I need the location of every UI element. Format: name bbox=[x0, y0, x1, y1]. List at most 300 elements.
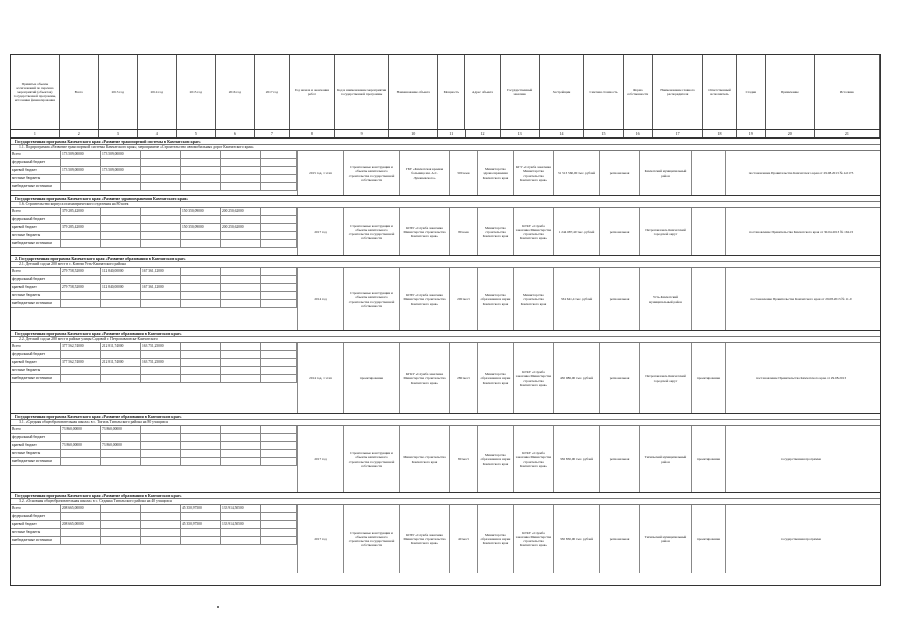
column-number: 18 bbox=[703, 130, 736, 137]
amount-cell bbox=[261, 450, 297, 457]
amount-cell bbox=[261, 300, 297, 307]
amount-cell bbox=[101, 375, 141, 382]
amount-cell bbox=[141, 151, 181, 158]
program-line: 2.2. Детский сад на 280 мест в районе улицы Садовой г. Петропавловска-Камчатского bbox=[11, 337, 880, 343]
amount-cell bbox=[141, 276, 181, 283]
column-number: 1 bbox=[11, 130, 60, 137]
amount-cell bbox=[101, 529, 141, 536]
detail-cell: региональная bbox=[599, 343, 639, 414]
detail-cell: Строительные конструкции и объекты капитального строительства государственной собственности bbox=[343, 426, 399, 493]
detail-cell: КГКУ «Служба заказчика Министерства строительства Камчатского края» bbox=[513, 343, 553, 414]
amount-cell bbox=[221, 167, 261, 174]
column-header: Наименование главного распорядителя bbox=[653, 55, 704, 129]
amount-cell bbox=[61, 450, 101, 457]
amount-cell: 173 509,00000 bbox=[61, 151, 101, 158]
amount-cell bbox=[221, 284, 261, 291]
amount-cell bbox=[141, 529, 181, 536]
detail-cell: государственная программа bbox=[725, 426, 876, 493]
amount-cell: 73 860,00000 bbox=[101, 442, 141, 449]
column-number: 5 bbox=[177, 130, 216, 137]
detail-cell: Строительные конструкции и объекты капитального строительства государственной собственности bbox=[343, 208, 399, 256]
detail-cell: региональная bbox=[599, 505, 639, 573]
detail-cell: 334 641,4 тыс. рублей bbox=[553, 268, 599, 331]
amount-cell bbox=[261, 224, 297, 231]
amount-cell bbox=[101, 521, 141, 528]
amount-cell bbox=[221, 458, 261, 465]
funding-source-label: федеральный бюджет bbox=[11, 434, 61, 441]
amount-cell bbox=[261, 529, 297, 536]
amount-cell bbox=[261, 167, 297, 174]
section-title: Государственная программа Камчатского края «Развитие образования в Камчатском крае» bbox=[11, 331, 880, 337]
program-section bbox=[11, 413, 880, 493]
amount-cell bbox=[181, 216, 221, 223]
document-table bbox=[10, 54, 881, 586]
column-number: 21 bbox=[815, 130, 880, 137]
amount-cell bbox=[221, 529, 261, 536]
amount-cell bbox=[141, 505, 181, 512]
detail-cell: Петропавловск-Камчатский городской округ bbox=[639, 343, 691, 414]
amount-cell bbox=[141, 375, 181, 382]
amount-cell bbox=[181, 529, 221, 536]
amount-cell bbox=[261, 367, 297, 374]
detail-cell: 2015 год, 1 этап bbox=[297, 151, 343, 196]
column-number: 19 bbox=[737, 130, 766, 137]
amount-cell bbox=[261, 513, 297, 520]
amount-cell bbox=[221, 159, 261, 166]
detail-cell: Усть-Камчатский муниципальный район bbox=[639, 268, 691, 331]
amount-cell: 45 350,97500 bbox=[181, 505, 221, 512]
program-line: 2.1. Детский сад на 200 мест в с. Ключи Усть-Камчатского района bbox=[11, 262, 880, 268]
table-row bbox=[11, 151, 297, 159]
amount-cell: 279 758,52000 bbox=[61, 284, 101, 291]
amount-cell: 150 350,09000 bbox=[181, 224, 221, 231]
column-header: Код и наименование мероприятия государственной программы bbox=[335, 55, 390, 129]
amount-cell bbox=[181, 300, 221, 307]
amount-cell: 163 751,25000 bbox=[141, 359, 181, 366]
column-header: Государственный заказчик bbox=[501, 55, 540, 129]
amount-cell bbox=[261, 276, 297, 283]
amount-cell bbox=[141, 208, 181, 215]
amount-cell bbox=[141, 300, 181, 307]
amount-cell bbox=[101, 232, 141, 239]
detail-cell: проектирование bbox=[343, 343, 399, 414]
detail-cell: региональная bbox=[599, 208, 639, 256]
amount-cell bbox=[61, 159, 101, 166]
funding-source-label: федеральный бюджет bbox=[11, 513, 61, 520]
amount-cell bbox=[101, 175, 141, 182]
amount-cell bbox=[141, 434, 181, 441]
amount-cell bbox=[181, 537, 221, 544]
funding-source-label: краевой бюджет bbox=[11, 359, 61, 366]
amount-cell bbox=[61, 434, 101, 441]
funding-source-label: федеральный бюджет bbox=[11, 159, 61, 166]
funding-source-label: краевой бюджет bbox=[11, 167, 61, 174]
detail-cell: КГБУ «Служба заказчика Министерства строительства Камчатского края» bbox=[399, 505, 449, 573]
amount-cell bbox=[221, 442, 261, 449]
amount-cell bbox=[141, 232, 181, 239]
amount-cell bbox=[101, 351, 141, 358]
amount-cell bbox=[221, 343, 261, 350]
table-row bbox=[11, 375, 297, 383]
program-section bbox=[11, 195, 880, 256]
amount-cell bbox=[181, 434, 221, 441]
amount-cell: 73 860,00000 bbox=[61, 442, 101, 449]
detail-cell: 2014 год, 1 этап bbox=[297, 343, 343, 414]
program-line: 3.1. «Средняя общеобразовательная школа» в с. Тигиль Тигильского района на 80 учащихся bbox=[11, 420, 880, 426]
section-title: Государственная программа Камчатского края «Развитие здравоохранения Камчатского края» bbox=[11, 196, 880, 202]
amount-cell bbox=[221, 513, 261, 520]
amount-cell bbox=[181, 183, 221, 190]
table-row bbox=[11, 434, 297, 442]
amount-cell: 212 811,74000 bbox=[101, 343, 141, 350]
amount-cell bbox=[261, 208, 297, 215]
funding-source-label: Всего bbox=[11, 426, 61, 433]
amount-cell bbox=[181, 513, 221, 520]
detail-cell: постановление Правительства Камчатского края от 29.08.2013 № 11-0 bbox=[725, 268, 876, 331]
amount-cell bbox=[221, 216, 261, 223]
amount-cell bbox=[141, 458, 181, 465]
amount-cell: 377 562,74000 bbox=[61, 359, 101, 366]
funding-source-label: внебюджетные источники bbox=[11, 300, 61, 307]
detail-cell: проектирование bbox=[691, 426, 725, 493]
table-row bbox=[11, 505, 297, 513]
amount-cell bbox=[181, 268, 221, 275]
funding-source-label: краевой бюджет bbox=[11, 284, 61, 291]
amount-cell bbox=[101, 505, 141, 512]
amount-cell bbox=[141, 351, 181, 358]
amount-cell bbox=[221, 351, 261, 358]
amount-cell bbox=[181, 442, 221, 449]
detail-cell: постановление Правительства Камчатского края от 30.04.2013 № 162-П bbox=[725, 208, 876, 256]
column-header: Наименование объекта bbox=[389, 55, 438, 129]
amount-cell bbox=[141, 175, 181, 182]
amount-cell bbox=[261, 521, 297, 528]
table-row bbox=[11, 276, 297, 284]
amount-cell: 279 758,52000 bbox=[61, 268, 101, 275]
detail-cell: КГКУ «Служба заказчика Министерства строительства Камчатского края» bbox=[513, 426, 553, 493]
amount-cell bbox=[141, 426, 181, 433]
column-header: 2016 год bbox=[216, 55, 255, 129]
column-header: Адрес объекта bbox=[465, 55, 500, 129]
amount-cell bbox=[261, 232, 297, 239]
amount-cell bbox=[141, 442, 181, 449]
amount-cell bbox=[141, 537, 181, 544]
detail-cell: Камчатский муниципальный район bbox=[639, 151, 691, 196]
program-section bbox=[11, 330, 880, 414]
amount-cell bbox=[61, 276, 101, 283]
amount-cell bbox=[101, 300, 141, 307]
amount-cell: 173 509,00000 bbox=[61, 167, 101, 174]
table-row bbox=[11, 359, 297, 367]
amount-cell: 133 914,50500 bbox=[221, 505, 261, 512]
amount-cell bbox=[141, 159, 181, 166]
table-row bbox=[11, 537, 297, 545]
detail-cell: ГБУ «Камчатская краевая больница им. А.С. Лукашевского» bbox=[399, 151, 449, 196]
page-mark bbox=[217, 606, 219, 608]
amount-cell bbox=[181, 426, 221, 433]
table-row bbox=[11, 458, 297, 466]
detail-cell: Тигильский муниципальный район bbox=[639, 505, 691, 573]
amount-cell bbox=[221, 300, 261, 307]
detail-cell: 80 мест bbox=[449, 426, 477, 493]
amount-cell bbox=[61, 351, 101, 358]
table-row bbox=[11, 240, 297, 248]
amount-cell bbox=[261, 151, 297, 158]
detail-cell: КГБУ «Служба заказчика Министерства строительства Камчатского края» bbox=[399, 268, 449, 331]
funding-source-label: краевой бюджет bbox=[11, 442, 61, 449]
amount-cell bbox=[181, 343, 221, 350]
column-header: Примечание bbox=[766, 55, 815, 129]
amount-cell bbox=[101, 216, 141, 223]
detail-cell: 2017 год bbox=[297, 426, 343, 493]
amount-cell bbox=[61, 232, 101, 239]
amount-cell bbox=[181, 292, 221, 299]
column-header: Форма собственности bbox=[624, 55, 653, 129]
funding-source-label: местные бюджеты bbox=[11, 292, 61, 299]
funding-source-label: внебюджетные источники bbox=[11, 537, 61, 544]
detail-cell: 31 513 560,00 тыс. рублей bbox=[553, 151, 599, 196]
column-header: 2015 год bbox=[177, 55, 216, 129]
column-number: 4 bbox=[138, 130, 177, 137]
amount-cell bbox=[221, 151, 261, 158]
detail-cell: Министерство образования и науки Камчатского края bbox=[477, 426, 513, 493]
detail-cell: региональная bbox=[599, 268, 639, 331]
amount-cell bbox=[181, 175, 221, 182]
amount-cell bbox=[141, 183, 181, 190]
funding-source-label: федеральный бюджет bbox=[11, 216, 61, 223]
amount-cell bbox=[261, 537, 297, 544]
funding-source-label: внебюджетные источники bbox=[11, 183, 61, 190]
detail-cell: 2017 год bbox=[297, 208, 343, 256]
amount-cell bbox=[141, 240, 181, 247]
detail-cell: региональная bbox=[599, 151, 639, 196]
column-number: 3 bbox=[99, 130, 138, 137]
detail-cell: Строительные конструкции и объекты капитального строительства государственной собственности bbox=[343, 151, 399, 196]
amount-cell bbox=[221, 175, 261, 182]
amount-cell bbox=[141, 224, 181, 231]
program-section bbox=[11, 255, 880, 331]
amount-cell bbox=[221, 450, 261, 457]
amount-cell: 163 751,25000 bbox=[141, 343, 181, 350]
amount-cell bbox=[101, 458, 141, 465]
detail-cell: Министерство здравоохранения Камчатского края bbox=[477, 151, 513, 196]
column-number: 11 bbox=[438, 130, 465, 137]
funding-source-label: Всего bbox=[11, 505, 61, 512]
amount-cell: 200 250,62000 bbox=[221, 208, 261, 215]
detail-cell: КГБУ «Служба заказчика Министерства строительства Камчатского края» bbox=[399, 208, 449, 256]
column-header: Год начала и окончания работ bbox=[290, 55, 335, 129]
section-title: 2. Государственная программа Камчатского края «Развитие образования в Камчатском крае» bbox=[11, 256, 880, 262]
amount-cell bbox=[221, 359, 261, 366]
table-row bbox=[11, 442, 297, 450]
detail-cell: 430 986,00 тыс. рублей bbox=[553, 343, 599, 414]
section-title: Государственная программа Камчатского края «Развитие образования в Камчатском крае» bbox=[11, 493, 880, 499]
amount-cell bbox=[261, 505, 297, 512]
detail-cell: постановление Правительства Камчатского края от 29.08.2013 № 4-0173 bbox=[725, 151, 876, 196]
column-header: 2013 год bbox=[99, 55, 138, 129]
amount-cell bbox=[261, 458, 297, 465]
amount-cell bbox=[101, 224, 141, 231]
detail-cell: Министерство образования и науки Камчатского края bbox=[477, 268, 513, 331]
amount-cell bbox=[141, 167, 181, 174]
amount-cell: 208 665,00000 bbox=[61, 505, 101, 512]
amount-cell: 150 350,09000 bbox=[181, 208, 221, 215]
detail-cell: Министерство строительства Камчатского края bbox=[513, 268, 553, 331]
detail-cell: 1 244 687,40 тыс. рублей bbox=[553, 208, 599, 256]
amount-cell bbox=[141, 292, 181, 299]
detail-cell: постановление Правительства Камчатского края от 29.08.2013 bbox=[725, 343, 876, 414]
amount-cell: 73 860,00000 bbox=[101, 426, 141, 433]
amount-cell bbox=[181, 375, 221, 382]
funding-source-label: местные бюджеты bbox=[11, 367, 61, 374]
funding-source-label: краевой бюджет bbox=[11, 521, 61, 528]
table-row bbox=[11, 521, 297, 529]
amount-cell bbox=[181, 276, 221, 283]
detail-cell: КГУ «Служба заказчика Министерства строительства Камчатского края» bbox=[513, 151, 553, 196]
amount-cell bbox=[101, 434, 141, 441]
amount-cell bbox=[221, 292, 261, 299]
column-header: Мощность bbox=[438, 55, 465, 129]
detail-cell: КГКУ «Служба заказчика Министерства строительства Камчатского края» bbox=[513, 505, 553, 573]
finance-block bbox=[11, 268, 297, 308]
detail-cell: региональная bbox=[599, 426, 639, 493]
table-row bbox=[11, 513, 297, 521]
detail-cell: 330 830,00 тыс. рублей bbox=[553, 505, 599, 573]
funding-source-label: внебюджетные источники bbox=[11, 240, 61, 247]
funding-source-label: местные бюджеты bbox=[11, 232, 61, 239]
table-row bbox=[11, 529, 297, 537]
column-header: 2014 год bbox=[138, 55, 177, 129]
column-numbers-row bbox=[11, 130, 880, 138]
detail-cell: государственная программа bbox=[725, 505, 876, 573]
amount-cell: 208 665,00000 bbox=[61, 521, 101, 528]
amount-cell: 73 860,00000 bbox=[61, 426, 101, 433]
amount-cell bbox=[61, 367, 101, 374]
amount-cell bbox=[261, 426, 297, 433]
detail-cell: Тигильский муниципальный район bbox=[639, 426, 691, 493]
amount-cell bbox=[101, 240, 141, 247]
amount-cell bbox=[261, 183, 297, 190]
column-number: 9 bbox=[335, 130, 390, 137]
amount-cell bbox=[181, 240, 221, 247]
funding-source-label: местные бюджеты bbox=[11, 175, 61, 182]
table-row bbox=[11, 208, 297, 216]
amount-cell bbox=[61, 175, 101, 182]
table-row bbox=[11, 232, 297, 240]
funding-source-label: Всего bbox=[11, 343, 61, 350]
amount-cell bbox=[141, 521, 181, 528]
detail-cell: 280 мест bbox=[449, 343, 477, 414]
amount-cell bbox=[101, 367, 141, 374]
amount-cell: 377 562,74000 bbox=[61, 343, 101, 350]
amount-cell bbox=[221, 268, 261, 275]
table-row bbox=[11, 159, 297, 167]
column-number: 14 bbox=[540, 130, 585, 137]
column-number: 12 bbox=[466, 130, 501, 137]
table-row bbox=[11, 426, 297, 434]
column-number: 13 bbox=[501, 130, 540, 137]
detail-cell: Министерство образования и науки Камчатского края bbox=[477, 343, 513, 414]
amount-cell bbox=[61, 375, 101, 382]
amount-cell bbox=[141, 513, 181, 520]
amount-cell bbox=[261, 268, 297, 275]
amount-cell bbox=[61, 458, 101, 465]
amount-cell: 45 350,97500 bbox=[181, 521, 221, 528]
object-details bbox=[297, 268, 876, 331]
funding-source-label: Всего bbox=[11, 268, 61, 275]
table-row bbox=[11, 367, 297, 375]
object-details bbox=[297, 426, 876, 493]
amount-cell: 200 250,62000 bbox=[221, 224, 261, 231]
amount-cell bbox=[261, 351, 297, 358]
amount-cell bbox=[181, 151, 221, 158]
table-row bbox=[11, 175, 297, 183]
amount-cell bbox=[61, 529, 101, 536]
detail-cell: проектирование bbox=[691, 343, 725, 414]
amount-cell bbox=[221, 367, 261, 374]
table-row bbox=[11, 268, 297, 276]
finance-block bbox=[11, 505, 297, 545]
detail-cell bbox=[691, 208, 725, 256]
amount-cell bbox=[261, 240, 297, 247]
column-header: 2017 год bbox=[255, 55, 290, 129]
column-number: 16 bbox=[624, 130, 653, 137]
table-row bbox=[11, 300, 297, 308]
column-header: Стадия bbox=[737, 55, 766, 129]
detail-cell: проектирование bbox=[691, 505, 725, 573]
amount-cell bbox=[101, 537, 141, 544]
amount-cell bbox=[181, 232, 221, 239]
finance-block bbox=[11, 151, 297, 191]
table-row bbox=[11, 351, 297, 359]
funding-source-label: внебюджетные источники bbox=[11, 458, 61, 465]
amount-cell bbox=[61, 183, 101, 190]
amount-cell bbox=[221, 276, 261, 283]
finance-block bbox=[11, 426, 297, 466]
amount-cell bbox=[261, 284, 297, 291]
program-section bbox=[11, 492, 880, 573]
object-details bbox=[297, 151, 876, 196]
amount-cell bbox=[181, 159, 221, 166]
amount-cell: 112 840,00000 bbox=[101, 268, 141, 275]
amount-cell bbox=[181, 284, 221, 291]
amount-cell: 167 361,12000 bbox=[141, 284, 181, 291]
column-header: Ответственный исполнитель bbox=[703, 55, 736, 129]
amount-cell bbox=[61, 513, 101, 520]
column-number: 20 bbox=[766, 130, 815, 137]
object-details bbox=[297, 208, 876, 256]
detail-cell: КГКУ «Служба заказчика Министерства строительства Камчатского края» bbox=[399, 343, 449, 414]
amount-cell bbox=[61, 300, 101, 307]
column-header: Сметная стоимость bbox=[584, 55, 623, 129]
table-row bbox=[11, 224, 297, 232]
column-number: 10 bbox=[389, 130, 438, 137]
amount-cell bbox=[221, 183, 261, 190]
table-row bbox=[11, 183, 297, 191]
amount-cell bbox=[141, 216, 181, 223]
amount-cell bbox=[181, 450, 221, 457]
table-row bbox=[11, 292, 297, 300]
amount-cell bbox=[261, 375, 297, 382]
funding-source-label: федеральный бюджет bbox=[11, 276, 61, 283]
amount-cell bbox=[261, 175, 297, 182]
amount-cell bbox=[221, 426, 261, 433]
amount-cell bbox=[101, 183, 141, 190]
column-number: 2 bbox=[60, 130, 99, 137]
amount-cell: 212 811,74000 bbox=[101, 359, 141, 366]
amount-cell bbox=[221, 232, 261, 239]
section-title: Государственная программа Камчатского края «Развитие транспортной системы в Камчатском крае» bbox=[11, 139, 880, 145]
